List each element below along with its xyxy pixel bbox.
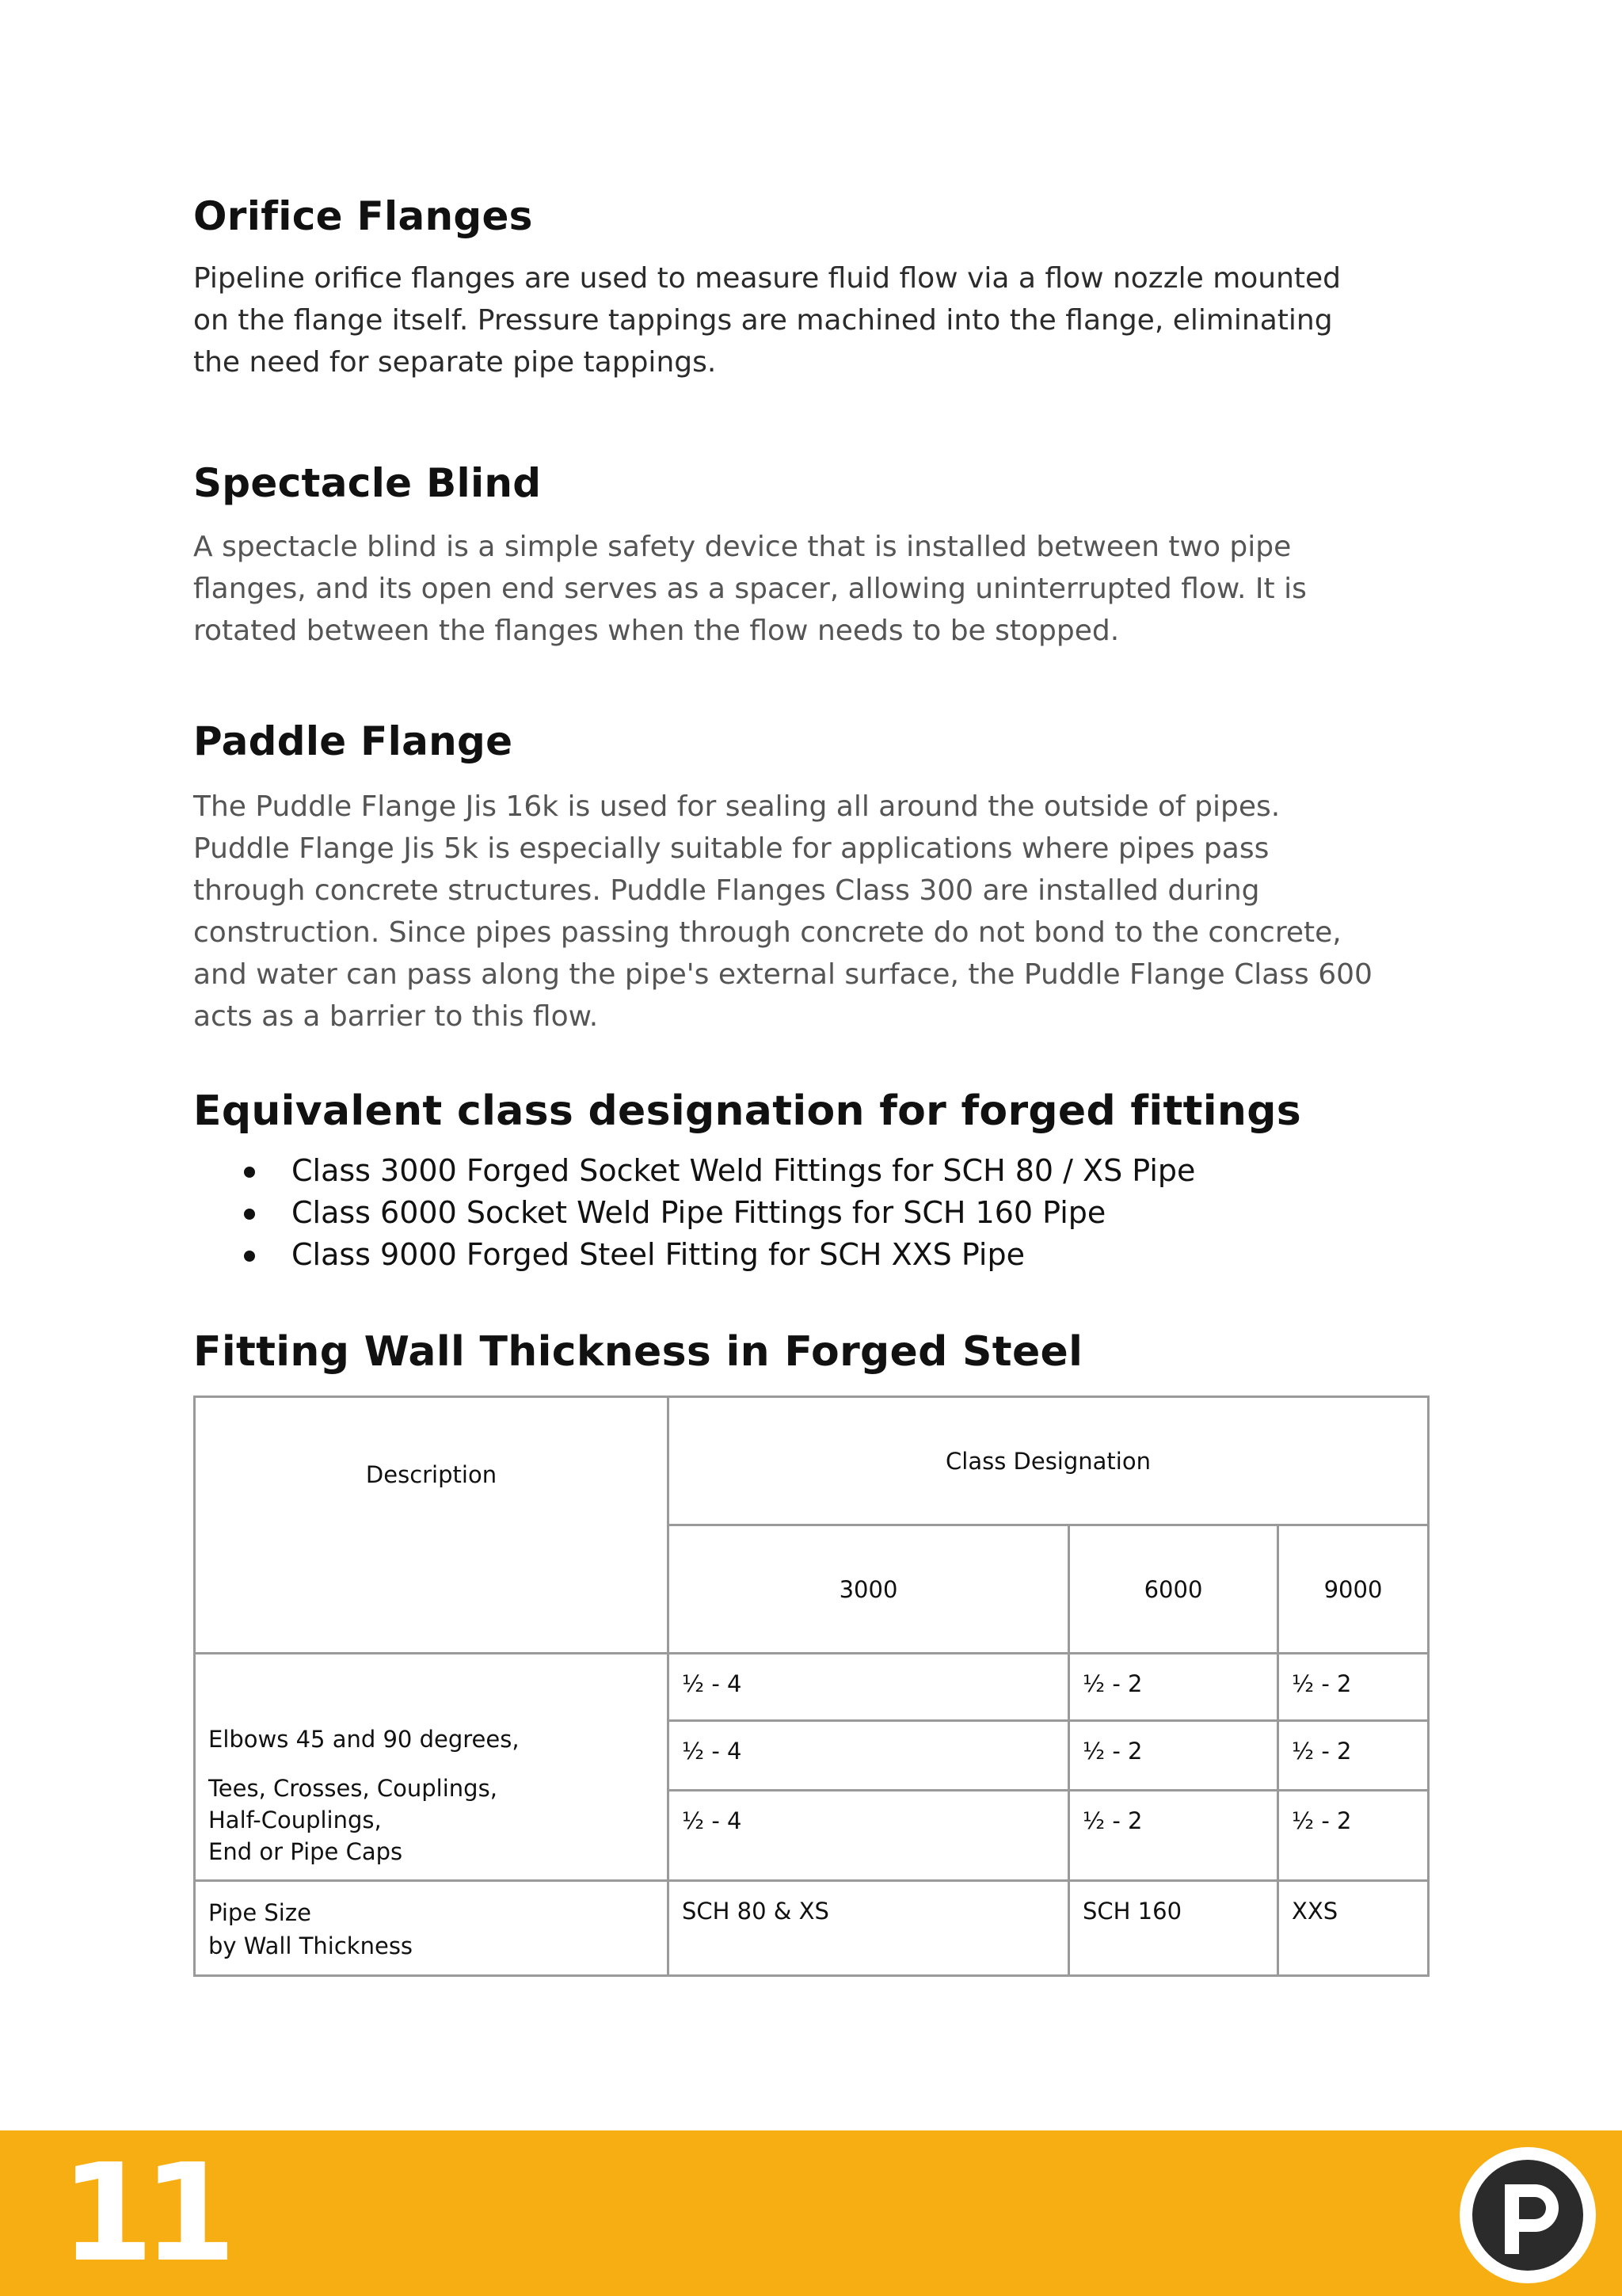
p-logo-icon [1456,2143,1600,2287]
text-line: Puddle Flange Jis 5k is especially suitable for applications where pipes pass [193,832,1270,865]
table-cell: ½ - 2 [1278,1654,1429,1721]
fittings-desc-line: Half-Couplings, [208,1807,382,1833]
fittings-description-cell [195,1654,668,1881]
section-orifice-flanges [193,192,1429,383]
table-cell: ½ - 2 [1069,1721,1278,1791]
paragraph-spectacle-blind [193,526,1429,652]
fittings-desc-line: End or Pipe Caps [208,1838,403,1865]
bullet-list [193,1150,1429,1276]
table-row-pipe-size [195,1881,1429,1976]
text-line: the need for separate pipe tappings. [193,346,717,379]
text-line: acts as a barrier to this flow. [193,1000,599,1033]
section-fitting-wall-thickness [193,1327,1429,1376]
text-line: The Puddle Flange Jis 16k is used for sealing all around the outside of pipes. [193,790,1281,823]
table-header-row [195,1397,1429,1525]
pipe-size-line: by Wall Thickness [208,1932,413,1959]
bullet-icon [244,1251,255,1262]
heading-fitting-wall-thickness: Fitting Wall Thickness in Forged Steel [193,1328,1083,1376]
header-class-3000: 3000 [668,1525,1069,1654]
heading-paddle-flange: Paddle Flange [193,718,513,764]
text-line: and water can pass along the pipe's external surface, the Puddle Flange Class 600 [193,958,1373,991]
list-item [193,1192,1429,1234]
table-cell: XXS [1278,1881,1429,1976]
pipe-size-line: Pipe Size [208,1899,311,1926]
header-class-6000: 6000 [1069,1525,1278,1654]
table-cell: ½ - 2 [1278,1791,1429,1881]
table-cell: SCH 80 & XS [668,1881,1069,1976]
paragraph-orifice-flanges [193,257,1429,383]
list-item-text: Class 9000 Forged Steel Fitting for SCH XXS Pipe [291,1237,1025,1273]
list-item [193,1150,1429,1192]
section-paddle-flange [193,718,1429,1038]
table-cell: ½ - 4 [668,1654,1069,1721]
pipe-size-description-cell [195,1881,668,1976]
heading-spectacle-blind: Spectacle Blind [193,460,542,506]
table-row [195,1654,1429,1721]
list-item [193,1234,1429,1276]
wall-thickness-table [193,1395,1430,1977]
text-line: A spectacle blind is a simple safety device that is installed between two pipe [193,531,1292,563]
text-line: flanges, and its open end serves as a spacer, allowing uninterrupted flow. It is [193,573,1307,605]
table-cell: ½ - 4 [668,1791,1069,1881]
table-cell: ½ - 2 [1278,1721,1429,1791]
table-cell: ½ - 2 [1069,1791,1278,1881]
section-spectacle-blind [193,459,1429,652]
list-item-text: Class 6000 Socket Weld Pipe Fittings for SCH 160 Pipe [291,1195,1106,1231]
bullet-icon [244,1167,255,1178]
bullet-icon [244,1209,255,1220]
fittings-desc-line: Tees, Crosses, Couplings, [208,1775,497,1802]
footer-bar [0,2130,1622,2296]
list-item-text: Class 3000 Forged Socket Weld Fittings for SCH 80 / XS Pipe [291,1153,1196,1189]
text-line: Pipeline orifice flanges are used to measure fluid flow via a flow nozzle mounted [193,262,1342,295]
section-equivalent-class [193,1087,1429,1276]
fittings-desc-line: Elbows 45 and 90 degrees, [208,1726,520,1753]
table-cell: ½ - 2 [1069,1654,1278,1721]
heading-orifice-flanges: Orifice Flanges [193,193,533,239]
header-description: Description [195,1397,668,1654]
text-line: construction. Since pipes passing through concrete do not bond to the concrete, [193,916,1342,949]
header-class-designation: Class Designation [668,1397,1429,1525]
page-number: 11 [60,2135,226,2292]
text-line: through concrete structures. Puddle Flanges Class 300 are installed during [193,874,1260,907]
text-line: rotated between the flanges when the flow needs to be stopped. [193,615,1120,647]
header-class-9000: 9000 [1278,1525,1429,1654]
heading-equivalent-class: Equivalent class designation for forged fittings [193,1087,1302,1135]
table-cell: SCH 160 [1069,1881,1278,1976]
table-cell: ½ - 4 [668,1721,1069,1791]
text-line: on the flange itself. Pressure tappings are machined into the flange, eliminating [193,304,1333,337]
paragraph-paddle-flange [193,786,1429,1038]
